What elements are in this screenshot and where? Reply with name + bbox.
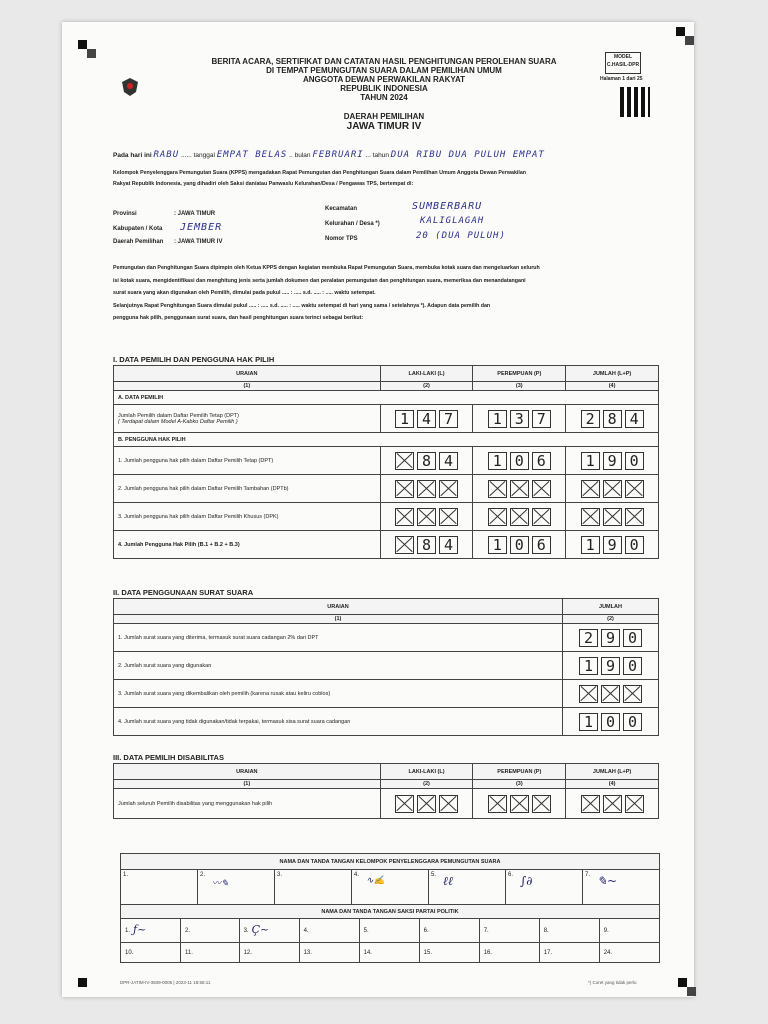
registration-mark-br xyxy=(678,978,687,987)
saksi-6: 6. xyxy=(419,919,479,943)
dpt-perempuan-digits: 1 3 7 xyxy=(477,410,561,428)
s1-dpt-label xyxy=(114,405,381,433)
saksi-11: 11. xyxy=(181,943,240,963)
s1-row-4-label: 4. Jumlah Pengguna Hak Pilih (B.1 + B.2 + B.3) xyxy=(114,531,381,559)
date-line: Pada hari ini RABU ...... tanggal EMPAT BELAS .. bulan FEBRUARI ... tahun DUA RIBU DUA PULUH EMPAT xyxy=(113,150,545,160)
s1-col-uraian: URAIAN xyxy=(114,366,381,382)
s1-dpt-line-2: ( Terdapat dalam Model A-Kabko Daftar Pemilih ) xyxy=(118,418,238,425)
section-3-title: III. DATA PEMILIH DISABILITAS xyxy=(113,753,224,762)
kpps-sig-3: 3. xyxy=(275,870,352,904)
kpps-signature-7-icon: ✎~ xyxy=(597,874,618,888)
s3-num-3: (3) xyxy=(473,780,566,789)
form-title-line-2: DI TEMPAT PEMUNGUTAN SUARA DALAM PEMILIHAN UMUM xyxy=(266,66,502,75)
b4-jumlah-digits: 1 9 0 xyxy=(570,536,654,554)
process-line-5: pengguna hak pilih, penggunaan surat suara, dan hasil penghitungan suara terinci sebagai berikut: xyxy=(113,315,364,321)
registration-mark-bl xyxy=(78,978,87,987)
saksi-3: 3. Ç~ xyxy=(239,919,299,943)
s1-row-2-label: 2. Jumlah pengguna hak pilih dalam Daftar Pemilih Tambahan (DPTb) xyxy=(114,475,381,503)
s2-row-4-digits: 1 0 0 xyxy=(567,713,654,731)
saksi-13: 13. xyxy=(299,943,359,963)
registration-mark-tr xyxy=(676,27,685,36)
s2-row-1-label: 1. Jumlah surat suara yang diterima, termasuk surat suara cadangan 2% dari DPT xyxy=(114,624,563,652)
model-code: C.HASIL-DPR xyxy=(606,62,640,68)
s3-col-uraian: URAIAN xyxy=(114,764,381,780)
saksi-2: 2. xyxy=(181,919,240,943)
saksi-15: 15. xyxy=(419,943,479,963)
process-line-4: Selanjutnya Rapat Penghitungan Suara dimulai pukul ..... : ..... s.d. ..... : ..... waktu setempat di hari yang sama / setelahnya *). Adapun data pemilih dan xyxy=(113,302,491,309)
s1-col-laki: LAKI-LAKI (L) xyxy=(380,366,473,382)
s2-row-4-label: 4. Jumlah surat suara yang tidak digunakan/tidak terpakai, termasuk sisa surat suara cadangan xyxy=(114,708,563,736)
section-2-title: II. DATA PENGGUNAAN SURAT SUARA xyxy=(113,588,254,597)
b3-laki-digits xyxy=(385,508,469,526)
tahun-label: tahun xyxy=(372,152,389,159)
kabupaten-label: Kabupaten / Kota xyxy=(113,226,163,232)
footer-left: DPR-JATIM-IV-3509-0005 | 2023-11 18:58:11 xyxy=(120,980,211,985)
s2-num-2: (2) xyxy=(563,615,659,624)
footer-right: *) Coret yang tidak perlu xyxy=(588,980,637,985)
saksi-signature-1-icon: ƒ~ xyxy=(133,923,147,936)
tanggal-label: tanggal xyxy=(193,152,215,159)
b1-perempuan-digits: 1 0 6 xyxy=(477,452,561,470)
b3-jumlah-digits xyxy=(570,508,654,526)
pada-hari-label: Pada hari ini xyxy=(113,152,152,159)
s2-col-uraian: URAIAN xyxy=(114,599,563,615)
saksi-10: 10. xyxy=(121,943,181,963)
tanggal-value: EMPAT BELAS xyxy=(216,150,288,160)
saksi-16: 16. xyxy=(479,943,539,963)
kpps-sig-5: 5. ℓℓ xyxy=(429,870,506,904)
s2-row-2-label: 2. Jumlah surat suara yang digunakan xyxy=(114,652,563,680)
process-paragraph xyxy=(113,262,540,325)
qr-code-icon xyxy=(620,87,650,117)
tahun-value: DUA RIBU DUA PULUH EMPAT xyxy=(390,150,545,160)
form-title-line-5: TAHUN 2024 xyxy=(360,93,408,102)
registration-mark-tr2 xyxy=(685,36,694,45)
s3-col-laki: LAKI-LAKI (L) xyxy=(380,764,473,780)
model-label: MODEL xyxy=(613,54,633,60)
saksi-5: 5. xyxy=(359,919,419,943)
s1-num-2: (2) xyxy=(380,382,473,391)
b4-perempuan-digits: 1 0 6 xyxy=(477,536,561,554)
b4-laki-digits: 8 4 xyxy=(385,536,469,554)
saksi-14: 14. xyxy=(359,943,419,963)
kabupaten-value: JEMBER xyxy=(180,222,223,233)
s1-num-3: (3) xyxy=(473,382,566,391)
bulan-value: FEBRUARI xyxy=(312,150,364,160)
s2-col-jumlah: JUMLAH xyxy=(563,599,659,615)
registration-mark-tl xyxy=(78,40,87,49)
s1-num-1: (1) xyxy=(114,382,381,391)
kpps-signature-2-icon: 〰✎ xyxy=(212,879,229,889)
daerah-pemilihan-value: JAWA TIMUR IV xyxy=(346,121,422,132)
saksi-1: 1. ƒ~ xyxy=(121,919,181,943)
intro-paragraph-line-2: Rakyat Republik Indonesia, yang dihadiri oleh Saksi dan/atau Panwaslu Kelurahan/Desa / Pengawas TPS, bertempat di: xyxy=(113,181,414,187)
s3-row-label: Jumlah seluruh Pemilih disabilitas yang menggunakan hak pilih xyxy=(114,789,381,819)
tps-value: 20 (DUA PULUH) xyxy=(416,231,506,241)
dpt-laki-digits: 1 4 7 xyxy=(385,410,469,428)
s3-jumlah-digits xyxy=(570,795,654,813)
kpps-sig-4: 4. ∿✍ xyxy=(352,870,429,904)
s3-col-jumlah: JUMLAH (L+P) xyxy=(566,764,659,780)
s2-row-1-digits: 2 9 0 xyxy=(567,629,654,647)
kpps-signature-5-icon: ℓℓ xyxy=(443,874,453,888)
s1-dpt-line-1: Jumlah Pemilih dalam Daftar Pemilih Tetap (DPT) xyxy=(118,412,239,419)
process-line-3: surat suara yang akan digunakan oleh Pemilih, dimulai pada pukul ..... : ..... s.d. ..... : ..... waktu setempat. xyxy=(113,290,376,296)
kpps-sig-7: 7. ✎~ xyxy=(585,872,618,888)
b3-perempuan-digits xyxy=(477,508,561,526)
process-line-1: Pemungutan dan Penghitungan Suara dipimpin oleh Ketua KPPS dengan kegiatan membuka Rapat Pemungutan Suara, membuka kotak suara dan mengeluarkan seluruh xyxy=(113,265,540,271)
form-title-line-4: REPUBLIK INDONESIA xyxy=(340,84,428,93)
kelurahan-value: KALIGLAGAH xyxy=(420,216,485,226)
saksi-4: 4. xyxy=(299,919,359,943)
s3-num-2: (2) xyxy=(380,780,473,789)
s3-perempuan-digits xyxy=(477,795,561,813)
kecamatan-label: Kecamatan xyxy=(325,206,358,212)
saksi-12: 12. xyxy=(239,943,299,963)
form-title-line-1: BERITA ACARA, SERTIFIKAT DAN CATATAN HASIL PENGHITUNGAN PEROLEHAN SUARA xyxy=(211,57,557,66)
kpps-sig-2: 2. 〰✎ xyxy=(198,870,275,904)
b2-laki-digits xyxy=(385,480,469,498)
intro-paragraph-line-1: Kelompok Penyelenggara Pemungutan Suara (KPPS) mengadakan Rapat Pemungutan dan Penghitungan Suara dalam Pemilihan Umum Anggota Dewan Perwakilan xyxy=(113,170,527,176)
form-title-line-3: ANGGOTA DEWAN PERWAKILAN RAKYAT xyxy=(302,75,466,84)
b1-jumlah-digits: 1 9 0 xyxy=(570,452,654,470)
saksi-7: 7. xyxy=(479,919,539,943)
dpt-jumlah-digits: 2 8 4 xyxy=(570,410,654,428)
saksi-9: 9. xyxy=(599,919,659,943)
hari-value: RABU xyxy=(153,150,180,160)
s1-row-3-label: 3. Jumlah pengguna hak pilih dalam Daftar Pemilih Khusus (DPK) xyxy=(114,503,381,531)
section-2-table xyxy=(113,598,659,736)
daerah-label: Daerah Pemilihan xyxy=(113,239,164,245)
provinsi-value: : JAWA TIMUR xyxy=(174,211,216,217)
saksi-signature-3-icon: Ç~ xyxy=(251,923,270,936)
page-indicator: Halaman 1 dari 25 xyxy=(600,76,643,82)
kpps-sig-1: 1. xyxy=(121,870,198,904)
model-box xyxy=(605,52,641,74)
saksi-17: 17. xyxy=(539,943,599,963)
process-line-2: isi kotak suara, mengidentifikasi dan menghitung jenis serta jumlah dokumen dan peralatan pemungutan dan penghitungan suara, memeriksa dan menandatangani xyxy=(113,277,526,284)
daerah-value: : JAWA TIMUR IV xyxy=(174,239,223,245)
kelurahan-label: Kelurahan / Desa *) xyxy=(325,221,380,227)
signature-table xyxy=(120,853,660,963)
b1-laki-digits: 8 4 xyxy=(385,452,469,470)
s1-a-title: A. DATA PEMILIH xyxy=(114,391,659,405)
section-1-title: I. DATA PEMILIH DAN PENGGUNA HAK PILIH xyxy=(113,355,275,364)
section-1-table xyxy=(113,365,659,559)
saksi-signature-title: NAMA DAN TANDA TANGAN SAKSI PARTAI POLITIK xyxy=(121,905,660,919)
kecamatan-value: SUMBERBARU xyxy=(412,201,483,212)
s3-num-4: (4) xyxy=(566,780,659,789)
s2-row-3-label: 3. Jumlah surat suara yang dikembalikan oleh pemilih (karena rusak atau keliru coblos) xyxy=(114,680,563,708)
s3-col-perempuan: PEREMPUAN (P) xyxy=(473,764,566,780)
saksi-8: 8. xyxy=(539,919,599,943)
s1-row-1-label: 1. Jumlah pengguna hak pilih dalam Daftar Pemilih Tetap (DPT) xyxy=(114,447,381,475)
saksi-24: 24. xyxy=(599,943,659,963)
s1-num-4: (4) xyxy=(566,382,659,391)
s2-num-1: (1) xyxy=(114,615,563,624)
s2-row-3-digits xyxy=(567,685,654,703)
registration-mark-br2 xyxy=(687,987,696,996)
b2-jumlah-digits xyxy=(570,480,654,498)
s3-laki-digits xyxy=(385,795,469,813)
s3-num-1: (1) xyxy=(114,780,381,789)
kpps-signature-4-icon: ∿✍ xyxy=(366,876,385,886)
b2-perempuan-digits xyxy=(477,480,561,498)
s1-col-jumlah: JUMLAH (L+P) xyxy=(566,366,659,382)
daerah-pemilihan-label: DAERAH PEMILIHAN xyxy=(343,112,425,121)
kpps-sig-6: 6. ∫∂ xyxy=(506,870,583,904)
tps-label: Nomor TPS xyxy=(325,236,358,242)
s1-col-perempuan: PEREMPUAN (P) xyxy=(473,366,566,382)
s1-b-title: B. PENGGUNA HAK PILIH xyxy=(114,433,659,447)
bulan-label: bulan xyxy=(294,152,311,159)
kpps-signature-6-icon: ∫∂ xyxy=(520,874,533,888)
section-3-table xyxy=(113,763,659,819)
kpps-signature-title: NAMA DAN TANDA TANGAN KELOMPOK PENYELENGGARA PEMUNGUTAN SUARA xyxy=(121,854,660,870)
provinsi-label: Provinsi xyxy=(113,211,137,217)
s2-row-2-digits: 1 9 0 xyxy=(567,657,654,675)
